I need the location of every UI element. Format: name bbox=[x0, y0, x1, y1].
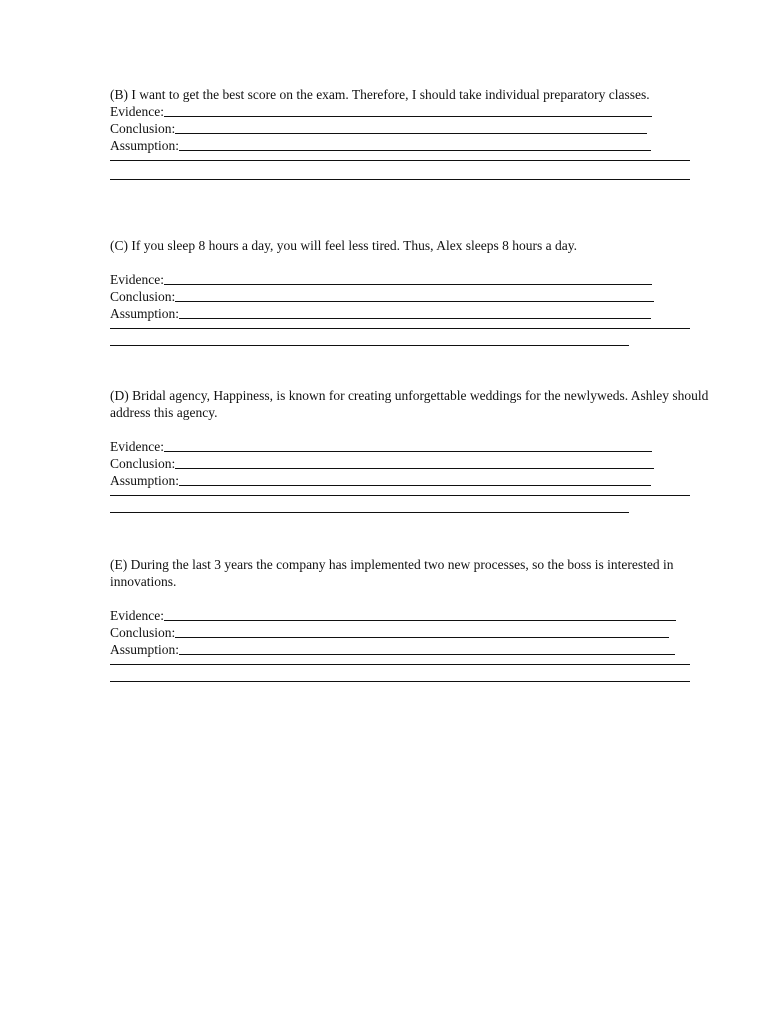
assumption-label: Assumption: bbox=[110, 138, 180, 153]
assumption-blank bbox=[179, 472, 651, 486]
conclusion-label: Conclusion: bbox=[110, 625, 176, 640]
conclusion-row bbox=[110, 120, 700, 137]
answer-blank-line bbox=[110, 664, 690, 665]
conclusion-blank bbox=[175, 120, 647, 134]
conclusion-row bbox=[110, 288, 710, 305]
assumption-label: Assumption: bbox=[110, 473, 180, 488]
conclusion-blank bbox=[175, 288, 654, 302]
answer-blank-line bbox=[110, 328, 690, 329]
evidence-row bbox=[110, 103, 700, 120]
answer-fields bbox=[110, 438, 710, 513]
conclusion-blank bbox=[175, 455, 654, 469]
answer-blank-line bbox=[110, 345, 629, 346]
answer-fields bbox=[110, 271, 710, 346]
answer-blank-line bbox=[110, 495, 690, 496]
evidence-label: Evidence: bbox=[110, 104, 164, 119]
conclusion-label: Conclusion: bbox=[110, 289, 176, 304]
exercise-d bbox=[110, 387, 710, 513]
conclusion-row bbox=[110, 455, 710, 472]
exercise-c bbox=[110, 237, 710, 346]
answer-blank-line bbox=[110, 179, 690, 180]
evidence-blank bbox=[164, 271, 652, 285]
evidence-blank bbox=[164, 438, 652, 452]
evidence-blank bbox=[164, 103, 652, 117]
assumption-label: Assumption: bbox=[110, 642, 180, 657]
answer-blank-line bbox=[110, 160, 690, 161]
exercise-prompt: (E) During the last 3 years the company has implemented two new processes, so the boss is interested in innovations. bbox=[110, 557, 674, 589]
answer-fields bbox=[110, 103, 700, 180]
answer-blank-line bbox=[110, 681, 690, 682]
conclusion-label: Conclusion: bbox=[110, 121, 176, 136]
exercise-prompt: (D) Bridal agency, Happiness, is known for creating unforgettable weddings for the newlyweds. Ashley should address this agency. bbox=[110, 388, 709, 420]
evidence-row bbox=[110, 271, 710, 288]
assumption-row bbox=[110, 305, 710, 322]
assumption-blank bbox=[179, 305, 651, 319]
evidence-row bbox=[110, 607, 690, 624]
evidence-label: Evidence: bbox=[110, 608, 164, 623]
evidence-blank bbox=[164, 607, 676, 621]
conclusion-row bbox=[110, 624, 690, 641]
answer-fields bbox=[110, 607, 690, 682]
exercise-e bbox=[110, 556, 690, 682]
conclusion-blank bbox=[175, 624, 669, 638]
conclusion-label: Conclusion: bbox=[110, 456, 176, 471]
assumption-row bbox=[110, 472, 710, 489]
answer-blank-line bbox=[110, 512, 629, 513]
assumption-row bbox=[110, 641, 690, 658]
assumption-row bbox=[110, 137, 700, 154]
assumption-label: Assumption: bbox=[110, 306, 180, 321]
evidence-label: Evidence: bbox=[110, 272, 164, 287]
exercise-prompt: (B) I want to get the best score on the exam. Therefore, I should take individual preparatory classes. bbox=[110, 87, 650, 102]
exercise-b bbox=[110, 86, 700, 180]
evidence-row bbox=[110, 438, 710, 455]
assumption-blank bbox=[179, 137, 651, 151]
exercise-prompt: (C) If you sleep 8 hours a day, you will feel less tired. Thus, Alex sleeps 8 hours a day. bbox=[110, 238, 578, 253]
evidence-label: Evidence: bbox=[110, 439, 164, 454]
assumption-blank bbox=[179, 641, 675, 655]
